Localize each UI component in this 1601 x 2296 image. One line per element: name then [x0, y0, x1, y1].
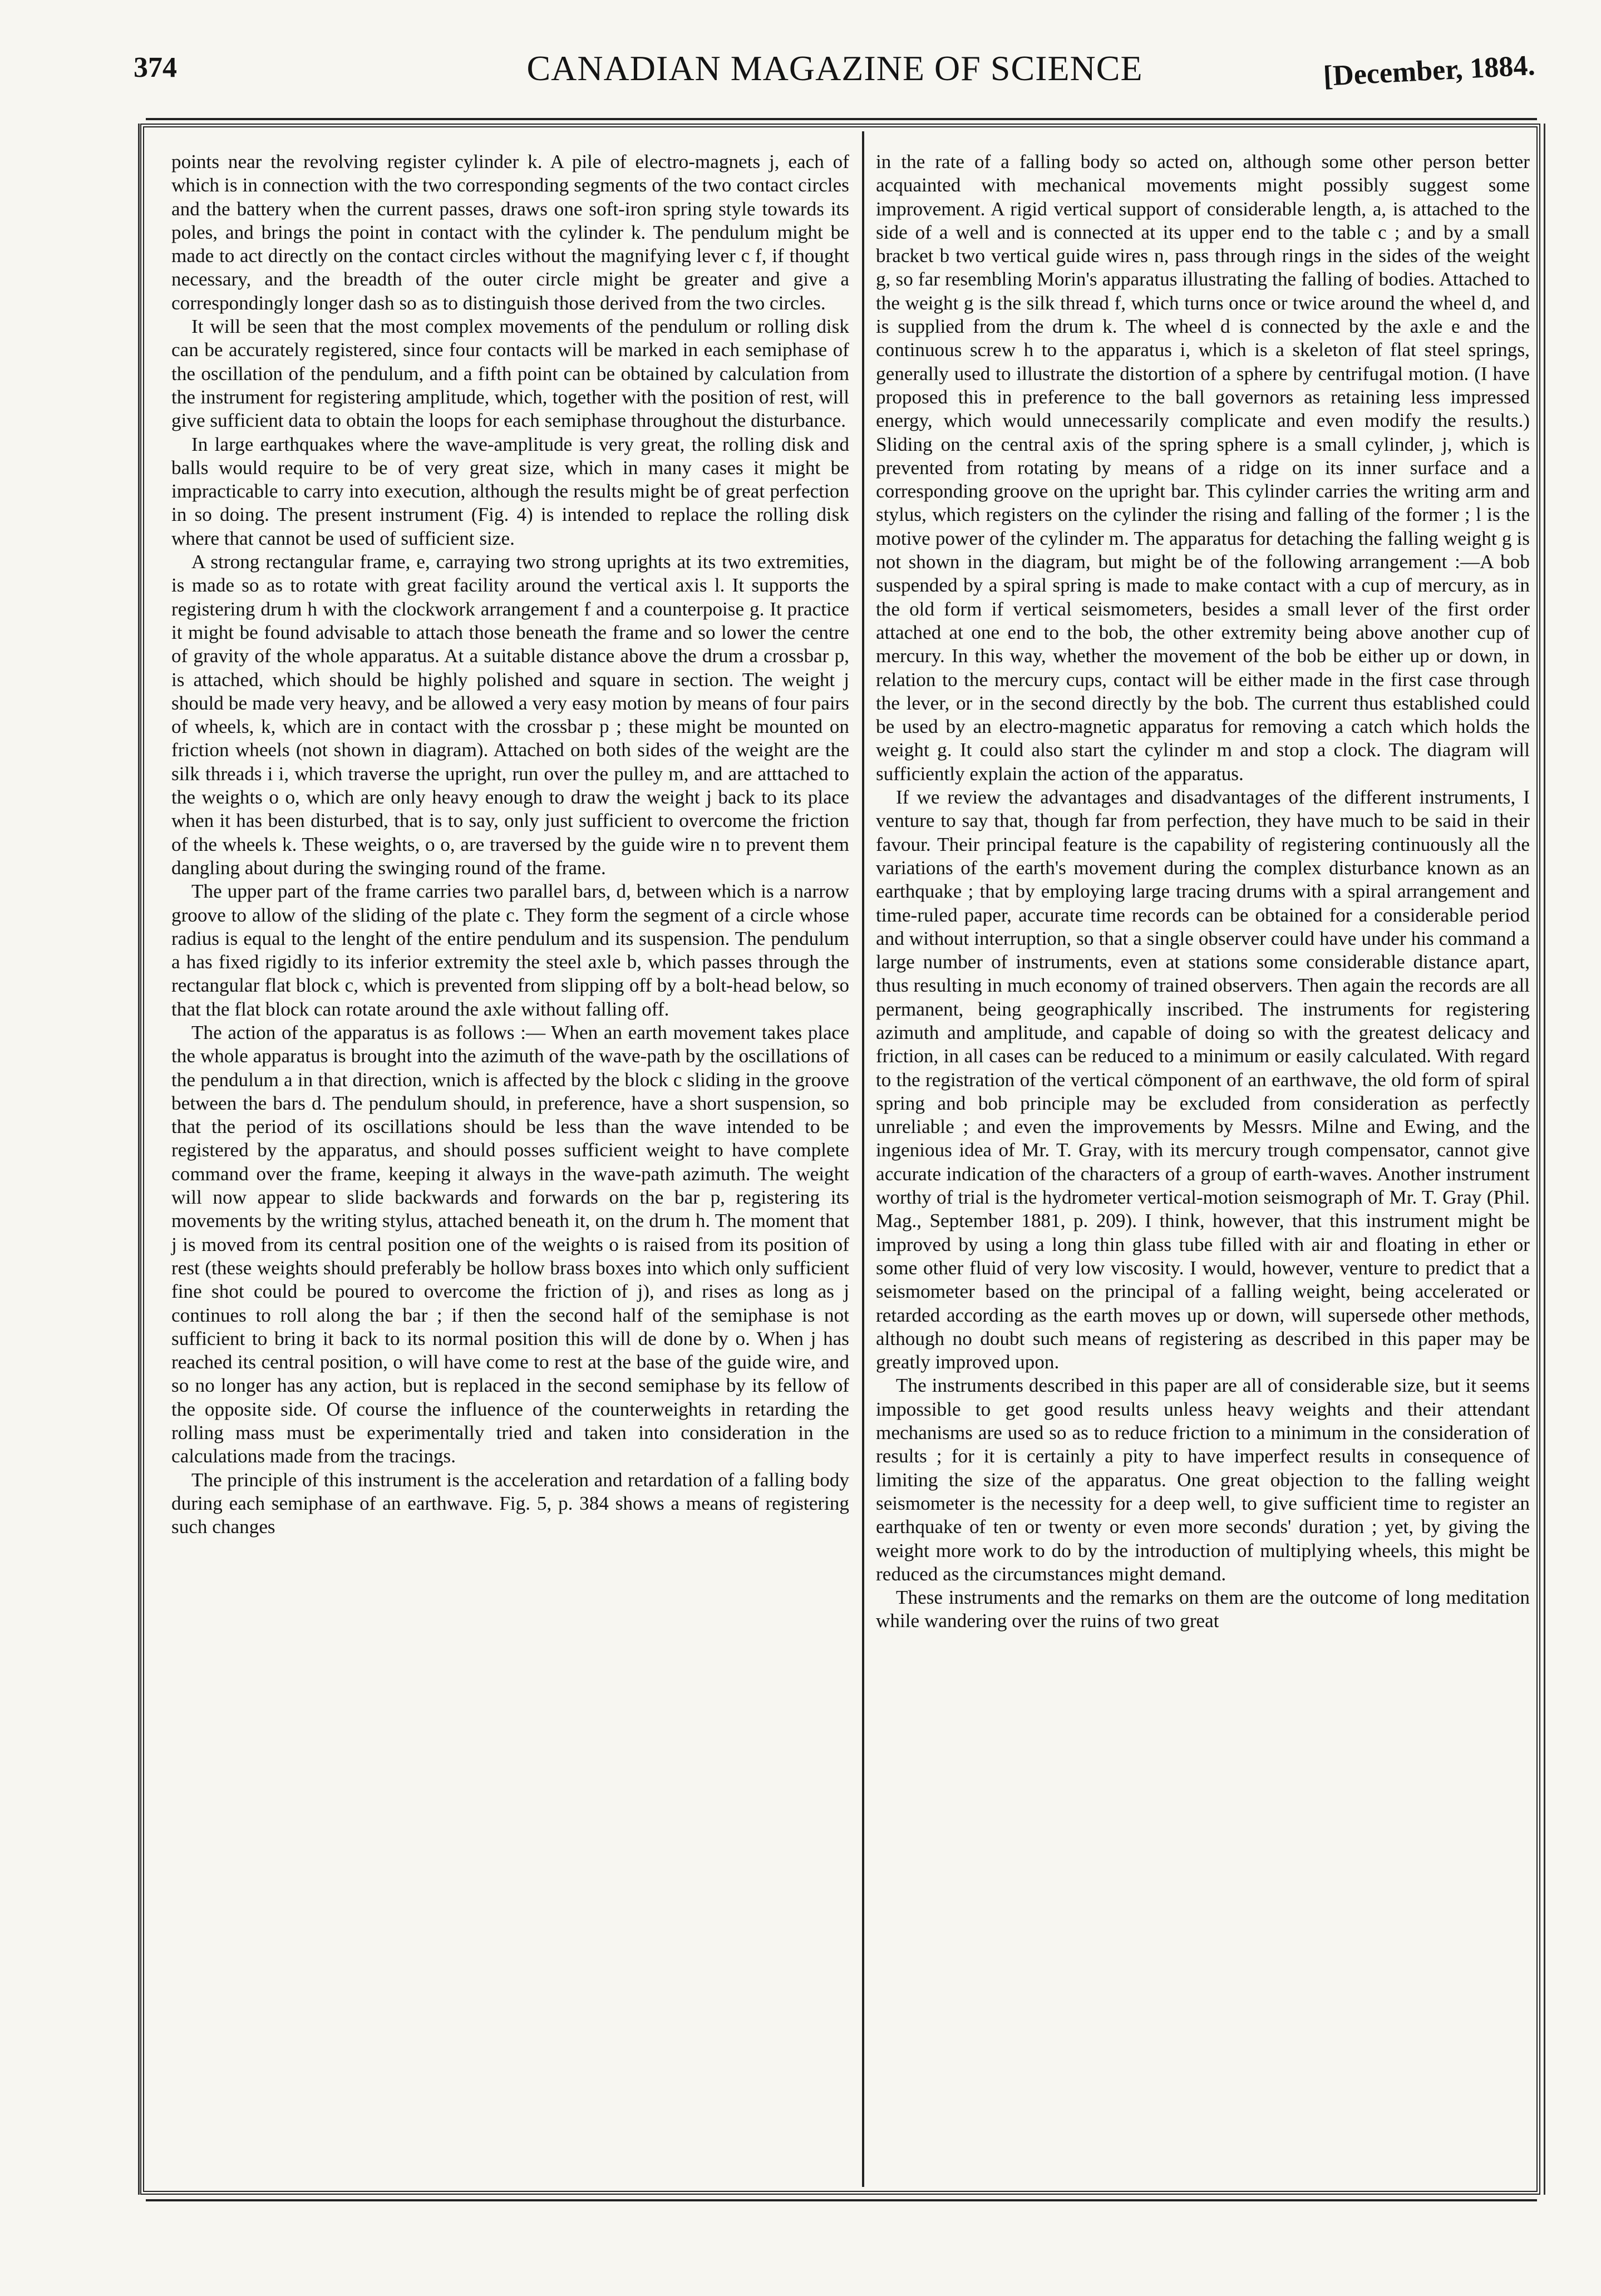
- paragraph: The principle of this instrument is the acceleration and retardation of a falling body during each semiphase of an earthwave. Fig. 5, p. 384 shows a means of registering such changes: [171, 1469, 849, 1538]
- left-edge-rule: [138, 124, 140, 2195]
- paragraph: The upper part of the frame carries two parallel bars, d, between which is a narrow groove to allow of the sliding of the plate c. They form the segment of a circle whose radius is equal to the lenght of the entire pendulum and its suspension. The pendulum a has fixed rigidly to its inferior extremity the steel axle b, which passes through the rectangular flat block c, which is prevented from slipping off by a bolt-head below, so that the flat block can rotate around the axle without falling off.: [171, 880, 849, 1020]
- page-number: 374: [134, 52, 177, 83]
- issue-date: [December, 1884.: [1322, 50, 1536, 92]
- paragraph: A strong rectangular frame, e, carraying two strong uprights at its two extremities, is made so as to rotate with great facility around the vertical axis l. It supports the registering drum h with the clockwork arrangement f and a counterpoise g. It practice it might be found advisable to attach those beneath the frame and so lower the centre of gravity of the whole apparatus. At a suitable distance above the drum a crossbar p, is attached, which should be highly polished and square in section. The weight j should be made very heavy, and be allowed a very easy motion by means of four pairs of wheels, k, which are in contact with the crossbar p ; these might be mounted on friction wheels (not shown in diagram). Attached on both sides of the weight are the silk threads i i, which traverse the upright, run over the pulley m, and are atttached to the weights o o, which are only heavy enough to draw the weight j back to its place when it has been disturbed, that is to say, only just sufficient to overcome the friction of the wheels k. These weights, o o, are traversed by the guide wire n to prevent them dangling about during the swinging round of the frame.: [171, 551, 849, 879]
- left-column: [171, 150, 849, 1539]
- top-rule: [146, 118, 1537, 120]
- paragraph: It will be seen that the most complex movements of the pendulum or rolling disk can be accurately registered, since four contacts will be marked in each semiphase of the oscillation of the pendulum, and a fifth point can be obtained by calculation from the instrument for registering amplitude, which, together with the position of rest, will give sufficient data to obtain the loops for each semiphase throughout the disturbance.: [171, 316, 849, 432]
- right-edge-rule: [1544, 124, 1545, 2195]
- paragraph: These instruments and the remarks on them are the outcome of long meditation while wandering over the ruins of two great: [876, 1586, 1530, 1632]
- paragraph: points near the revolving register cylinder k. A pile of electro-magnets j, each of which is in connection with the two corresponding segments of the two contact circles and the battery when the current passes, draws one soft-iron spring style towards its poles, and brings the point in contact with the cylinder k. The pendulum might be made to act directly on the contact circles without the magnifying lever c f, if thought necessary, and the breadth of the outer circle might be greater and give a correspondingly longer dash so as to distinguish those derived from the two circles.: [171, 151, 849, 314]
- paragraph: in the rate of a falling body so acted on, although some other person better acquainted with mechanical movements might possibly suggest some improvement. A rigid vertical support of considerable length, a, is attached to the side of a well and is connected at its upper end to the table c ; and by a small bracket b two vertical guide wires n, pass through rings in the sides of the weight g, so far resembling Morin's apparatus illustrating the falling of bodies. Attached to the weight g is the silk thread f, which turns once or twice around the wheel d, and is supplied from the drum k. The wheel d is connected by the axle e and the continuous screw h to the apparatus i, which is a skeleton of flat steel springs, generally used to illustrate the distortion of a sphere by centrifugal motion. (I have proposed this in preference to the ball governors as retaining less impressed energy, which would unnecessarily complicate and even modify the results.) Sliding on the central axis of the spring sphere is a small cylinder, j, which is prevented from rotating by means of a ridge on its inner surface and a corresponding groove on the upright bar. This cylinder carries the writing arm and stylus, which registers on the cylinder the rising and falling of the former ; l is the motive power of the cylinder m. The apparatus for detaching the falling weight g is not shown in the diagram, but might be of the following arrangement :—A bob suspended by a spiral spring is made to make contact with a cup of mercury, as in the old form if vertical seismometers, besides a small lever of the first order attached at one end to the bob, the other extremity being above another cup of mercury. In this way, whether the movement of the bob be either up or down, in relation to the mercury cups, contact will be either made in the first case through the lever, or in the second directly by the bob. The current thus established could be used by an electro-magnetic apparatus for removing a catch which holds the weight g. It could also start the cylinder m and stop a clock. The diagram will sufficiently explain the action of the apparatus.: [876, 151, 1530, 785]
- paragraph: In large earthquakes where the wave-amplitude is very great, the rolling disk and balls would require to be of very great size, which in many cases it might be impracticable to carry into execution, although the results might be of great perfection in so doing. The present instrument (Fig. 4) is intended to replace the rolling disk where that cannot be used of sufficient size.: [171, 433, 849, 549]
- page-header: [134, 48, 1536, 96]
- column-divider: [862, 131, 864, 2187]
- paragraph: If we review the advantages and disadvantages of the different instruments, I venture to say that, though far from perfection, they have much to be said in their favour. Their principal feature is the capability of registering continuously all the variations of the earth's movement during the complex disturbance known as an earthquake ; that by employing large tracing drums with a spiral arrangement and time-ruled paper, accurate time records can be obtained for a considerable period and without interruption, so that a single observer could have under his command a large number of instruments, even at stations some considerable distance apart, thus resulting in much economy of trained observers. Then again the records are all permanent, being geographically inscribed. The instruments for registering azimuth and amplitude, and capable of doing so with the greatest delicacy and friction, in all cases can be reduced to a minimum or easily calculated. With regard to the registration of the vertical cömponent of an earthwave, the old form of spiral spring and bob principle may be excluded from consideration as perfectly unreliable ; and even the improvements by Messrs. Milne and Ewing, and the ingenious idea of Mr. T. Gray, with its mercury trough compensator, cannot give accurate indication of the characters of a group of earth-waves. Another instrument worthy of trial is the hydrometer vertical-motion seismograph of Mr. T. Gray (Phil. Mag., September 1881, p. 209). I think, however, that this instrument might be improved by using a long thin glass tube filled with air and floating in ether or some other fluid of very low viscosity. I would, however, venture to predict that a seismometer based on the principal of a falling weight, being accelerated or retarded according as the earth moves up or down, will supersede other methods, although no doubt such means of registering as described in this paper may be greatly improved upon.: [876, 786, 1530, 1373]
- magazine-title: CANADIAN MAGAZINE OF SCIENCE: [526, 48, 1143, 88]
- paragraph: The instruments described in this paper are all of considerable size, but it seems impossible to get good results unless heavy weights and their attendant mechanisms are used so as to reduce friction to a minimum in the consideration of results ; for it is certainly a pity to have imperfect results in consequence of limiting the size of the apparatus. One great objection to the falling weight seismometer is the necessity for a deep well, to give sufficient time to register an earthquake of ten or twenty or even more seconds' duration ; yet, by giving the weight more work to do by the introduction of multiplying wheels, this might be reduced as the circumstances might demand.: [876, 1374, 1530, 1585]
- bottom-rule: [146, 2199, 1537, 2201]
- paragraph: The action of the apparatus is as follows :— When an earth movement takes place the whole apparatus is brought into the azimuth of the wave-path by the oscillations of the pendulum a in that direction, wnich is affected by the block c sliding in the groove between the bars d. The pendulum should, in preference, have a short suspension, so that the period of its oscillations should be less than the wave intended to be registered by the apparatus, and should posses sufficient weight to have complete command over the frame, keeping it always in the wave-path azimuth. The weight will now appear to slide backwards and forwards on the bar p, registering its movements by the writing stylus, attached beneath it, on the drum h. The moment that j is moved from its central position one of the weights o is raised from its position of rest (these weights should preferably be hollow brass boxes into which only sufficient fine shot could be poured to overcome the friction of j), and rises as long as j continues to roll along the bar ; if then the second half of the semiphase is not sufficient to bring it back to its normal position this will de done by o. When j has reached its central position, o will have come to rest at the base of the guide wire, and so no longer has any action, but is replaced in the second semiphase by its fellow of the opposite side. Of course the influence of the counterweights in retarding the rolling mass must be experimentally tried and taken into consideration in the calculations made from the tracings.: [171, 1021, 849, 1467]
- right-column: [876, 150, 1530, 1633]
